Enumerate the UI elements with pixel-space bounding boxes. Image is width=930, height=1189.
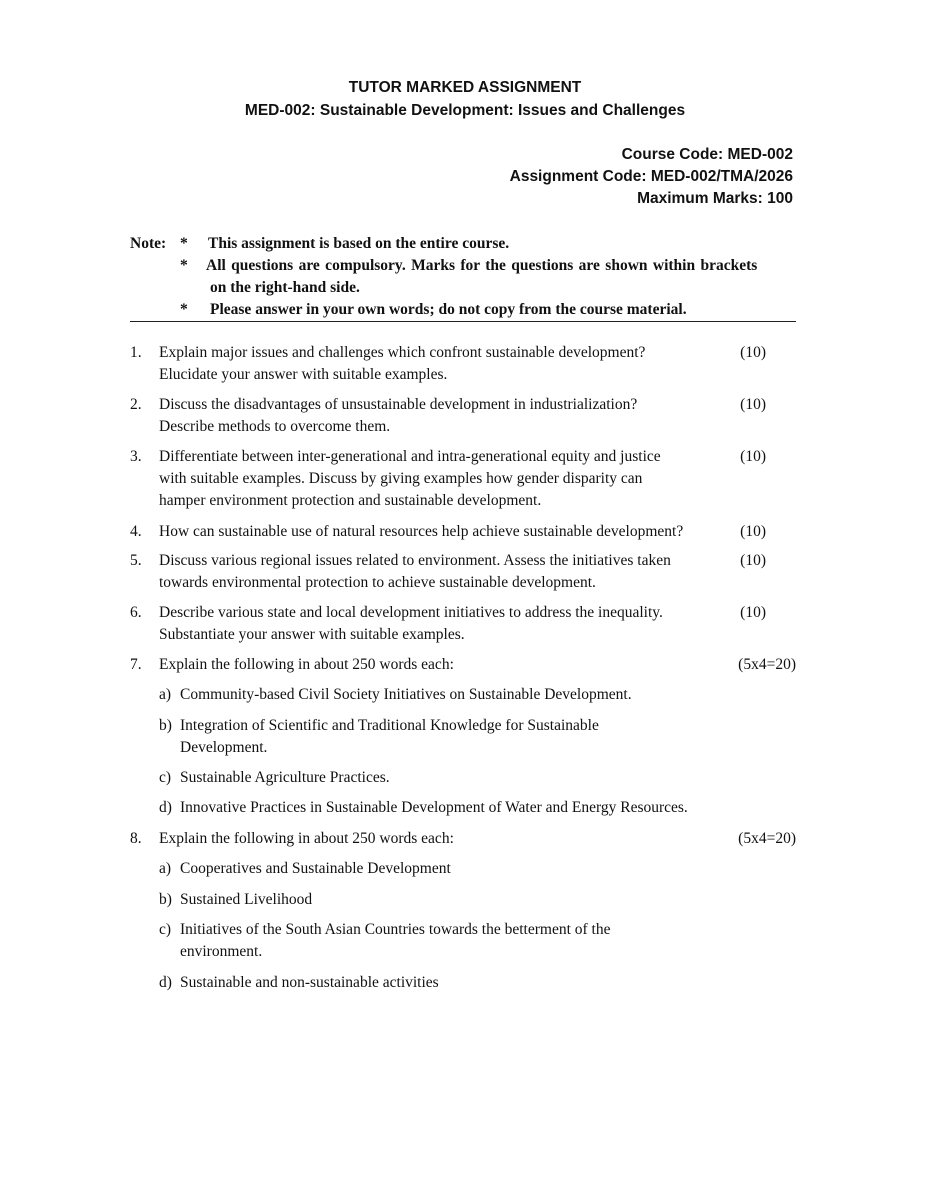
- sub-question-line: Development.: [180, 739, 268, 756]
- document-title: TUTOR MARKED ASSIGNMENT: [348, 79, 582, 96]
- question-number: 6.: [130, 604, 142, 621]
- question-line: Explain the following in about 250 words each:: [159, 830, 454, 847]
- note-item: [130, 299, 796, 321]
- question-line: with suitable examples. Discuss by giving examples how gender disparity can: [159, 470, 643, 487]
- question-marks: (10): [740, 604, 766, 621]
- sub-question-line: Sustained Livelihood: [180, 891, 313, 908]
- sub-question-line: Innovative Practices in Sustainable Development of Water and Energy Resources.: [180, 799, 688, 816]
- question-number: 5.: [130, 552, 142, 569]
- note-text: on the right-hand side.: [210, 279, 360, 296]
- question-line: Explain the following in about 250 words each:: [159, 656, 454, 673]
- sub-question-letter: b): [159, 891, 172, 908]
- sub-question-line: Integration of Scientific and Traditional Knowledge for Sustainable: [180, 717, 599, 734]
- question-line: Differentiate between inter-generational and intra-generational equity and justice: [159, 448, 661, 465]
- sub-question-text: [180, 858, 760, 880]
- course-code: Course Code: MED-002: [621, 146, 793, 163]
- question-text: [159, 550, 731, 594]
- question-line: Explain major issues and challenges which confront sustainable development?: [159, 344, 646, 361]
- question-number: 1.: [130, 344, 142, 361]
- sub-question-line: environment.: [180, 943, 263, 960]
- question-text: [159, 394, 731, 438]
- question-text: [159, 654, 731, 676]
- question-text: [159, 342, 731, 386]
- maximum-marks: Maximum Marks: 100: [637, 190, 793, 207]
- sub-question-text: [180, 797, 760, 819]
- question-line: Discuss the disadvantages of unsustainable development in industrialization?: [159, 396, 638, 413]
- sub-question-text: [180, 684, 760, 706]
- question-text: [159, 446, 731, 512]
- question-line: Discuss various regional issues related to environment. Assess the initiatives taken: [159, 552, 671, 569]
- sub-question-text: [180, 972, 760, 994]
- question-marks: (5x4=20): [738, 830, 796, 847]
- sub-question-letter: c): [159, 769, 172, 786]
- question-line: Substantiate your answer with suitable examples.: [159, 626, 465, 643]
- note-item: [130, 233, 796, 255]
- assignment-code: Assignment Code: MED-002/TMA/2026: [509, 168, 793, 185]
- question-marks: (10): [740, 344, 766, 361]
- question-marks: (10): [740, 396, 766, 413]
- note-item: [130, 255, 796, 277]
- sub-question-letter: b): [159, 717, 172, 734]
- note-text: Please answer in your own words; do not copy from the course material.: [210, 301, 687, 318]
- question-marks: (5x4=20): [738, 656, 796, 673]
- sub-question-letter: a): [159, 686, 172, 703]
- question-text: [159, 602, 731, 646]
- question-number: 2.: [130, 396, 142, 413]
- sub-question-letter: d): [159, 974, 172, 991]
- question-line: hamper environment protection and sustainable development.: [159, 492, 542, 509]
- note-label: Note:: [130, 235, 167, 252]
- sub-question-text: [180, 919, 760, 963]
- document-subtitle: MED-002: Sustainable Development: Issues and Challenges: [244, 102, 686, 119]
- question-line: Describe various state and local development initiatives to address the inequality.: [159, 604, 663, 621]
- question-line: How can sustainable use of natural resources help achieve sustainable development?: [159, 523, 684, 540]
- sub-question-line: Sustainable and non-sustainable activities: [180, 974, 439, 991]
- divider-line: [130, 321, 796, 322]
- sub-question-line: Community-based Civil Society Initiatives on Sustainable Development.: [180, 686, 632, 703]
- question-text: [159, 828, 731, 850]
- sub-question-text: [180, 715, 760, 759]
- question-line: Describe methods to overcome them.: [159, 418, 391, 435]
- sub-question-letter: d): [159, 799, 172, 816]
- question-text: [159, 521, 749, 543]
- sub-question-line: Cooperatives and Sustainable Development: [180, 860, 451, 877]
- bullet-star-icon: *: [180, 301, 188, 318]
- sub-question-letter: a): [159, 860, 172, 877]
- question-number: 4.: [130, 523, 142, 540]
- bullet-star-icon: *: [180, 235, 188, 252]
- question-number: 8.: [130, 830, 142, 847]
- note-section: [130, 233, 796, 321]
- question-line: Elucidate your answer with suitable examples.: [159, 366, 448, 383]
- question-line: towards environmental protection to achieve sustainable development.: [159, 574, 596, 591]
- note-item-continued: [130, 277, 796, 299]
- note-text: All questions are compulsory. Marks for the questions are shown within brackets: [206, 257, 758, 274]
- sub-question-letter: c): [159, 921, 172, 938]
- question-marks: (10): [740, 523, 766, 540]
- question-number: 7.: [130, 656, 142, 673]
- sub-question-line: Sustainable Agriculture Practices.: [180, 769, 390, 786]
- bullet-star-icon: *: [180, 257, 188, 274]
- question-marks: (10): [740, 448, 766, 465]
- note-text: This assignment is based on the entire course.: [208, 235, 510, 252]
- question-number: 3.: [130, 448, 142, 465]
- sub-question-line: Initiatives of the South Asian Countries towards the betterment of the: [180, 921, 611, 938]
- question-marks: (10): [740, 552, 766, 569]
- sub-question-text: [180, 889, 760, 911]
- sub-question-text: [180, 767, 760, 789]
